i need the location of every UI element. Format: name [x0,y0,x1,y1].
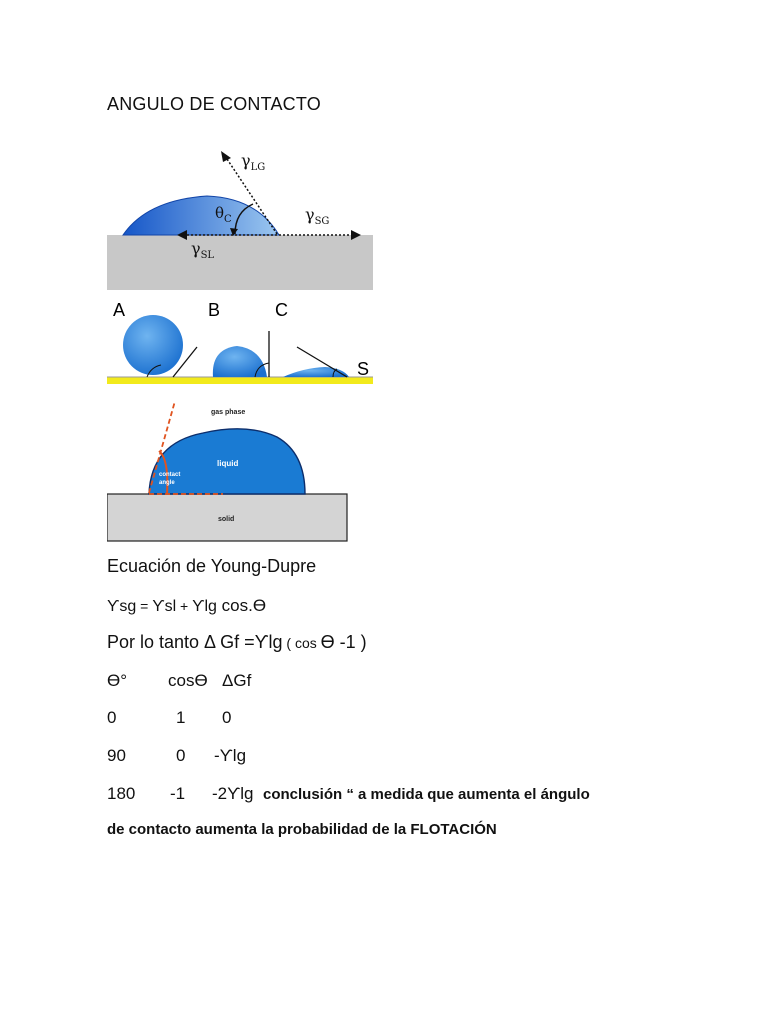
page-title: ANGULO DE CONTACTO [107,94,321,114]
table-cell: 0 [176,746,186,765]
gas-phase-label: gas phase [211,409,246,416]
table-cell: -1 [170,784,186,803]
gamma-sl-label: $\gamma_{SL}$ [191,239,215,261]
contact-angle-tension-diagram [107,142,373,290]
young-dupre-heading: Ecuación de Young-Dupre [107,556,317,576]
yellow-substrate [107,377,373,384]
table-cell: 0 [107,708,117,727]
label-c: C [275,300,288,320]
delta-gf-equation: Por lo tanto Δ Gf =ϒlg ( cos ϴ -1 ) [107,632,367,652]
contact-angle-label-1: contact [159,472,181,478]
conclusion-line-2: de contacto aumenta la probabilidad de la FLOTACIÓN [107,821,497,838]
label-b: B [208,300,221,320]
table-cell: 0 [222,708,232,727]
solid-label: solid [218,516,235,523]
table-cell: 1 [176,708,186,727]
header-delta-gf: ΔGf [222,671,252,690]
young-dupre-equation: ϒsg = ϒsl + ϒlg cos.ϴ [107,596,267,615]
label-a: A [113,300,126,320]
contact-angle-label-2: angle [159,480,175,486]
table-cell: -2ϒlg [212,784,254,803]
droplet-a [123,315,183,375]
gamma-lg-label: $\gamma_{LG}$ [241,151,266,173]
table-cell: -ϒlg [214,746,247,765]
liquid-solid-contact-diagram [107,397,349,543]
header-cos: cosϴ [168,671,208,690]
liquid-label: liquid [217,459,239,468]
conclusion-line-1: conclusión “ a medida que aumenta el ángulo [263,786,590,803]
table-cell: 90 [107,746,126,765]
droplet-wetting-comparison [107,295,373,387]
table-cell: 180 [107,784,136,803]
header-theta: ϴ° [107,671,128,690]
gamma-sg-label: $\gamma_{SG}$ [305,205,330,227]
label-s: S [357,359,370,379]
solid-surface [107,235,373,290]
theta-c-label: $\theta_C$ [215,204,232,225]
